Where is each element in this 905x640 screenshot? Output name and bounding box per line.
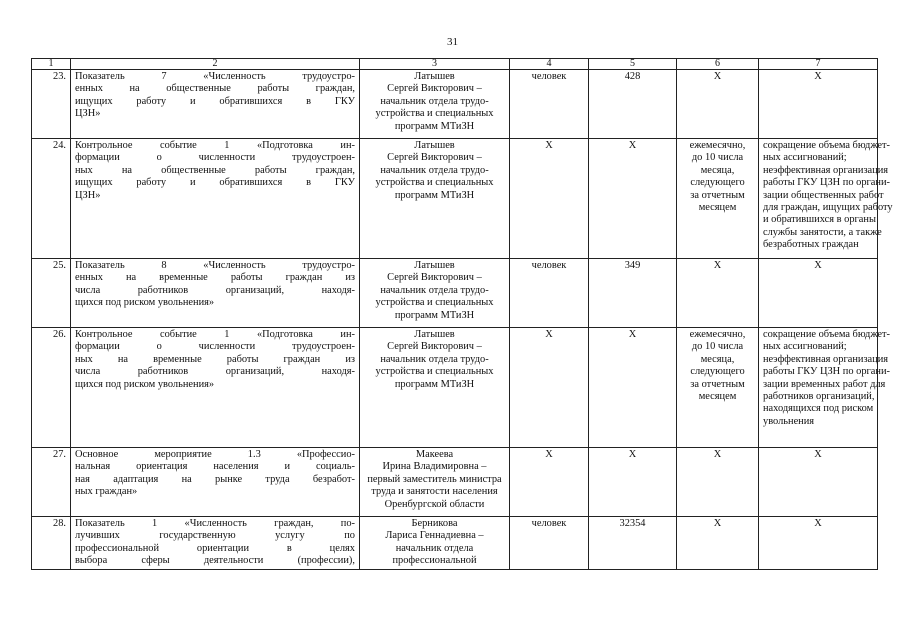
term: Х xyxy=(677,517,759,570)
row-number: 25. xyxy=(32,259,71,328)
table-row xyxy=(32,259,878,328)
table-row xyxy=(32,328,878,448)
item-name: Показатель 7 «Численность трудоустро- енных на общественные работы граждан, ищущих работу и обратившихся в ГКУ ЦЗН» xyxy=(71,70,360,139)
col-header-4: 4 xyxy=(510,59,589,70)
item-name: Контрольное событие 1 «Подготовка ин- формации о численности трудоустроен- ных на общественные работы граждан, ищущих работу и обратившихся в ГКУ ЦЗН» xyxy=(71,139,360,259)
item-name: Основное мероприятие 1.3 «Профессио- нальная ориентация населения и социаль- ная адаптация на рынке труда безработ- ных граждан» xyxy=(71,448,360,517)
risk: Х xyxy=(759,517,878,570)
page-number: 31 xyxy=(447,36,458,48)
item-name: Контрольное событие 1 «Подготовка ин- формации о численности трудоустроен- ных на временные работы граждан из числа работников организаций, находя- щихся под риском увольнения» xyxy=(71,328,360,448)
unit: человек xyxy=(510,70,589,139)
term: ежемесячно, до 10 числа месяца, следующего за отчетным месяцем xyxy=(677,139,759,259)
table-row xyxy=(32,448,878,517)
unit: человек xyxy=(510,259,589,328)
plan-table xyxy=(31,58,893,570)
responsible-person: Латышев Сергей Викторович – начальник отдела трудо- устройства и специальных программ МТиЗН xyxy=(360,70,510,139)
unit: человек xyxy=(510,517,589,570)
col-header-6: 6 xyxy=(677,59,759,70)
table-row xyxy=(32,139,878,259)
risk: сокращение объема бюджет- ных ассигнований; неэффективная организация работы ГКУ ЦЗН по органи- зации временных работ для работников организаций, находящихся под риском увольнения xyxy=(759,328,878,448)
header-row xyxy=(32,59,878,70)
responsible-person: Макеева Ирина Владимировна – первый заместитель министра труда и занятости населения Оренбургской области xyxy=(360,448,510,517)
row-number: 26. xyxy=(32,328,71,448)
risk: Х xyxy=(759,70,878,139)
responsible-person: Латышев Сергей Викторович – начальник отдела трудо- устройства и специальных программ МТиЗН xyxy=(360,139,510,259)
value: 349 xyxy=(589,259,677,328)
col-header-3: 3 xyxy=(360,59,510,70)
table-row xyxy=(32,517,878,570)
risk: Х xyxy=(759,448,878,517)
col-header-2: 2 xyxy=(71,59,360,70)
responsible-person: Берникова Лариса Геннадиевна – начальник отдела профессиональной xyxy=(360,517,510,570)
risk: Х xyxy=(759,259,878,328)
value: 32354 xyxy=(589,517,677,570)
unit: Х xyxy=(510,139,589,259)
value: Х xyxy=(589,448,677,517)
term: Х xyxy=(677,448,759,517)
col-header-5: 5 xyxy=(589,59,677,70)
unit: Х xyxy=(510,448,589,517)
row-number: 27. xyxy=(32,448,71,517)
value: Х xyxy=(589,139,677,259)
responsible-person: Латышев Сергей Викторович – начальник отдела трудо- устройства и специальных программ МТиЗН xyxy=(360,328,510,448)
risk: сокращение объема бюджет- ных ассигнований; неэффективная организация работы ГКУ ЦЗН по органи- зации общественных работ для граждан, ищущих работу и обратившихся в органы службы занятости, а также безработных граждан xyxy=(759,139,878,259)
row-number: 28. xyxy=(32,517,71,570)
value: Х xyxy=(589,328,677,448)
col-header-7: 7 xyxy=(759,59,878,70)
value: 428 xyxy=(589,70,677,139)
unit: Х xyxy=(510,328,589,448)
table-row xyxy=(32,70,878,139)
item-name: Показатель 1 «Численность граждан, по- лучивших государственную услугу по профессиональной ориентации в целях выбора сферы деятельности (профессии), xyxy=(71,517,360,570)
item-name: Показатель 8 «Численность трудоустро- енных на временные работы граждан из числа работников организаций, находя- щихся под риском увольнения» xyxy=(71,259,360,328)
term: Х xyxy=(677,259,759,328)
row-number: 24. xyxy=(32,139,71,259)
col-header-1: 1 xyxy=(32,59,71,70)
term: Х xyxy=(677,70,759,139)
term: ежемесячно, до 10 числа месяца, следующего за отчетным месяцем xyxy=(677,328,759,448)
row-number: 23. xyxy=(32,70,71,139)
responsible-person: Латышев Сергей Викторович – начальник отдела трудо- устройства и специальных программ МТиЗН xyxy=(360,259,510,328)
